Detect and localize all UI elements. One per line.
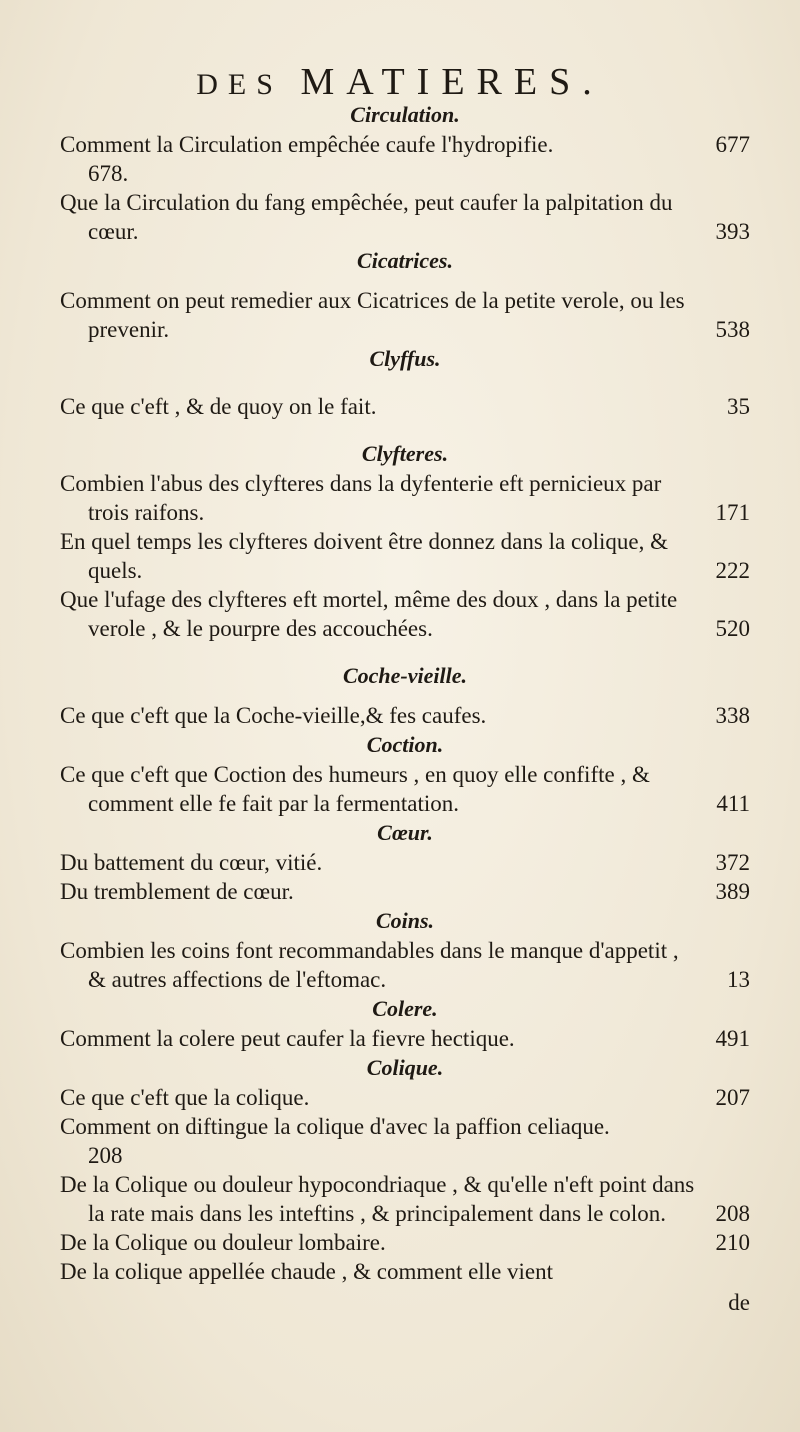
index-entry [60, 701, 750, 730]
entry-text: Comment on peut remedier aux Cicatrices de la petite verole, ou les prevenir. [60, 288, 685, 342]
entry-text: Du tremblement de cœur. [60, 879, 294, 904]
running-head [0, 61, 800, 103]
entry-text: Comment la Circulation empêchée caufe l'hydropifie. [60, 132, 554, 157]
entry-page: 35 [727, 394, 750, 419]
index-entry [60, 760, 750, 818]
section-title: Circulation. [350, 102, 460, 127]
entry-page: 208 [88, 1143, 123, 1168]
entry-text: Comment on diftingue la colique d'avec la paffion celiaque. [60, 1114, 610, 1139]
index-content [60, 100, 750, 1286]
catchword: de [728, 1290, 750, 1315]
entry-text: Ce que c'eft que la Coche-vieille,& fes caufes. [60, 703, 487, 728]
index-entry [60, 286, 750, 344]
entry-page: 520 [715, 616, 750, 641]
entry-text: Du battement du cœur, vitié. [60, 850, 323, 875]
section-title: Clyfteres. [361, 441, 449, 466]
entry-text: Ce que c'eft , & de quoy on le fait. [60, 394, 377, 419]
index-entry [60, 877, 750, 906]
entry-text: Combien l'abus des clyfteres dans la dyfenterie eft pernicieux par trois raifons. [60, 471, 662, 525]
section-title: Clyffus. [369, 346, 441, 371]
index-entry [60, 392, 750, 421]
running-head-word: MATIERES. [300, 61, 604, 103]
index-entry [60, 1257, 750, 1286]
index-entry [60, 469, 750, 527]
entry-page: 207 [715, 1085, 750, 1110]
index-entry [60, 848, 750, 877]
section-title: Cœur. [377, 820, 433, 845]
entry-text: Que l'ufage des clyfteres eft mortel, même des doux , dans la petite verole , & le pourpre des accouchées. [60, 587, 678, 641]
section-title: Coins. [375, 908, 435, 933]
entry-page: 411 [716, 791, 750, 816]
entry-page: 222 [715, 558, 750, 583]
section-title: Colique. [366, 1055, 444, 1080]
entry-text: En quel temps les clyfteres doivent être donnez dans la colique, & quels. [60, 529, 669, 583]
index-entry [60, 527, 750, 585]
entry-page: 491 [715, 1026, 750, 1051]
entry-page: 393 [715, 219, 750, 244]
entry-text: Combien les coins font recommandables dans le manque d'appetit , & autres affections de l'eftomac. [60, 938, 679, 992]
index-entry [60, 585, 750, 643]
section-title: Coction. [366, 732, 444, 757]
entry-text: Que la Circulation du fang empêchée, peut caufer la palpitation du cœur. [60, 190, 673, 244]
index-entry [60, 1170, 750, 1228]
entry-text: De la colique appellée chaude , & comment elle vient [60, 1259, 554, 1284]
index-entry [60, 936, 750, 994]
entry-text: Ce que c'eft que la colique. [60, 1085, 310, 1110]
running-head-prefix: DES [196, 68, 283, 101]
entry-page: 338 [715, 703, 750, 728]
entry-page: 372 [715, 850, 750, 875]
entry-page: 210 [715, 1230, 750, 1255]
entry-page: 538 [715, 317, 750, 342]
entry-page: 677 [715, 132, 750, 157]
index-entry [60, 1024, 750, 1053]
entry-page: 208 [715, 1201, 750, 1226]
section-title: Cicatrices. [357, 248, 453, 273]
entry-page: 389 [715, 879, 750, 904]
index-entry [60, 130, 750, 188]
index-entry [60, 1112, 750, 1170]
index-entry [60, 188, 750, 246]
section-title: Colere. [372, 996, 438, 1021]
entry-text: Comment la colere peut caufer la fievre hectique. [60, 1026, 515, 1051]
index-entry [60, 1083, 750, 1112]
section-title: Coche-vieille. [342, 663, 467, 688]
entry-page: 171 [715, 500, 750, 525]
entry-text: De la Colique ou douleur lombaire. [60, 1230, 386, 1255]
index-entry [60, 1228, 750, 1257]
entry-page: 13 [727, 967, 750, 992]
entry-text: Ce que c'eft que Coction des humeurs , en quoy elle confifte , & comment elle fe fait par la fermentation. [60, 762, 650, 816]
entry-text: De la Colique ou douleur hypocondriaque , & qu'elle n'eft point dans la rate mais dans les inteftins , & principalement dans le colon. [60, 1172, 695, 1226]
entry-page-continued: 678. [88, 161, 129, 186]
